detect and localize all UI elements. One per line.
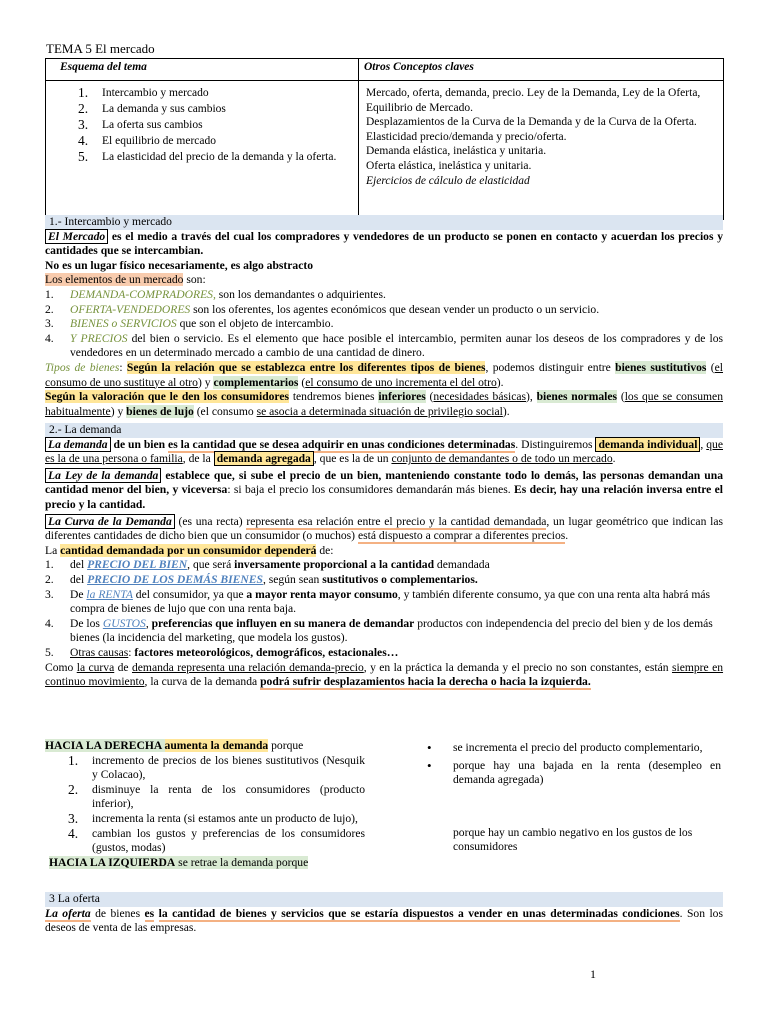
list-item: • porque hay una bajada en la renta (desempleo en demanda agregada) bbox=[427, 757, 721, 787]
section-demanda bbox=[45, 423, 723, 690]
paragraph-valoracion: Según la valoración que le den los consumidores tendremos bienes inferiores (necesidades básicas), bienes normales (los que se consumen habitualmente) y bienes de lujo (el consumo se asocia a determinada situación de privilegio social). bbox=[45, 390, 723, 418]
list-item: 3. De la RENTA del consumidor, ya que a mayor renta mayor consumo, y también diferente consumo, ya que con una renta alta habrá más compra de bienes de lujo que con una renta baja. bbox=[45, 587, 711, 616]
paragraph-oferta: La oferta de bienes es la cantidad de bienes y servicios que se estaría dispuestos a vender en unas determinadas condiciones. Son los deseos de venta de las empresas. bbox=[45, 906, 723, 935]
list-item: 3. incrementa la renta (si estamos ante un producto de lujo), bbox=[68, 810, 358, 826]
list-item: 3. La oferta sus cambios bbox=[78, 117, 203, 132]
section-header: 3 La oferta bbox=[45, 892, 723, 907]
paragraph: El Mercado es el medio a través del cual los compradores y vendedores de un producto se ponen en contacto y acuerdan los precios y cantidades que se intercambian. bbox=[45, 229, 723, 258]
list-item: 4. De los GUSTOS, preferencias que influyen en su manera de demandar productos con independencia del precio del bien y de los demás bienes (la incidencia del marketing, que modela los gustos). bbox=[45, 616, 713, 645]
paragraph: Los elementos de un mercado son: bbox=[45, 273, 206, 287]
list-item: 4. Y PRECIOS del bien o servicio. Es el elemento que hace posible el intercambio, permiten aunar los deseos de los compradores y de los vendedores en un determinado mercado a cambio de una cantidad de dinero. bbox=[45, 331, 723, 360]
section-oferta bbox=[45, 892, 723, 936]
section-header: 1.- Intercambio y mercado bbox=[45, 215, 723, 230]
list-item: porque hay un cambio negativo en los gustos de los consumidores bbox=[453, 825, 693, 854]
table-header-concepts: Otros Conceptos claves bbox=[359, 59, 724, 81]
list-item: 2. disminuye la renta de los consumidores (producto inferior), bbox=[68, 781, 365, 811]
shift-right-column bbox=[45, 739, 365, 870]
section-header: 2.- La demanda bbox=[45, 423, 723, 438]
list-item: 2. La demanda y sus cambios bbox=[78, 101, 226, 116]
schema-table bbox=[45, 58, 724, 220]
list-item: 5. Otras causas: factores meteorológicos, demográficos, estacionales… bbox=[45, 645, 399, 659]
shift-left-column bbox=[427, 741, 721, 855]
paragraph-ley: La Ley de la demanda establece que, si sube el precio de un bien, manteniendo constante todo lo demás, las personas demandan una cantidad menor del bien, y viceversa: si baja el precio los consumidores demandarán más bienes. Es decir, hay una relación inversa entre el precio y la cantidad. bbox=[45, 468, 724, 511]
list-item: 4. cambian los gustos y preferencias de los consumidores (gustos, modas) bbox=[68, 825, 365, 855]
list-item: 5. La elasticidad del precio de la demanda y la oferta. bbox=[78, 149, 337, 164]
shift-right-list bbox=[45, 754, 365, 856]
list-item: 1. DEMANDA-COMPRADORES, son los demandantes o adquirientes. bbox=[45, 287, 386, 301]
list-item: 3. BIENES o SERVICIOS que son el objeto de intercambio. bbox=[45, 317, 334, 331]
paragraph-curva: La Curva de la Demanda (es una recta) representa esa relación entre el precio y la cantidad demandada, un lugar geométrico que indican las diferentes cantidades de dicho bien que un consumidor (o muchos) está dispuesto a comprar a diferentes precios. bbox=[45, 514, 723, 543]
topic-list bbox=[47, 86, 357, 164]
list-item: 4. El equilibrio de mercado bbox=[78, 133, 217, 148]
paragraph-movimiento: Como la curva de demanda representa una relación demanda-precio, y en la práctica la demanda y el precio no son constantes, están siempre en continuo movimiento, la curva de la demanda podrá sufrir desplazamientos hacia la derecha o hacia la izquierda. bbox=[45, 660, 724, 689]
list-item: • se incrementa el precio del producto complementario, bbox=[427, 740, 703, 755]
section-intercambio bbox=[45, 215, 723, 419]
page-number: 1 bbox=[590, 967, 596, 981]
shift-left-heading: HACIA LA IZQUIERDA se retrae la demanda porque bbox=[49, 855, 309, 869]
paragraph-demanda: La demanda de un bien es la cantidad que se desea adquirir en unas condiciones determinadas. Distinguiremos demanda individual , que es la de una persona o familia, de la demanda agregada , que es la de un conjunto de demandantes o de todo un mercado. bbox=[45, 437, 723, 466]
doc-title: TEMA 5 El mercado bbox=[46, 41, 155, 56]
paragraph: No es un lugar físico necesariamente, es algo abstracto bbox=[45, 258, 314, 272]
list-item: 1. incremento de precios de los bienes sustitutivos (Nesquik y Colacao), bbox=[68, 752, 365, 782]
list-item: 2. del PRECIO DE LOS DEMÁS BIENES, según sean sustitutivos o complementarios. bbox=[45, 572, 478, 586]
list-item: 1. del PRECIO DEL BIEN, que será inversamente proporcional a la cantidad demandada bbox=[45, 558, 490, 572]
list-item: 1. Intercambio y mercado bbox=[78, 85, 209, 100]
concepts-list: Mercado, oferta, demanda, precio. Ley de la Demanda, Ley de la Oferta, Equilibrio de Mercado. Desplazamientos de la Curva de la Demanda y de la Curva de la Oferta. Elasticidad precio/demanda y precio/oferta. Demanda elástica, inelástica y unitaria. Oferta elástica, inelástica y unitaria. Ejercicios de cálculo de elasticidad bbox=[366, 87, 701, 187]
paragraph-tipos: Tipos de bienes: Según la relación que se establezca entre los diferentes tipos de bienes, podemos distinguir entre bienes sustitutivos (el consumo de uno sustituye al otro) y complementarios (el consumo de uno incrementa el del otro). bbox=[45, 360, 723, 389]
paragraph: La cantidad demandada por un consumidor dependerá de: bbox=[45, 543, 334, 557]
list-item: 2. OFERTA-VENDEDORES son los oferentes, los agentes económicos que desean vender un producto o un servicio. bbox=[45, 302, 600, 316]
table-header-schema: Esquema del tema bbox=[46, 59, 359, 81]
shift-right-heading: HACIA LA DERECHA aumenta la demanda porque bbox=[45, 739, 304, 752]
